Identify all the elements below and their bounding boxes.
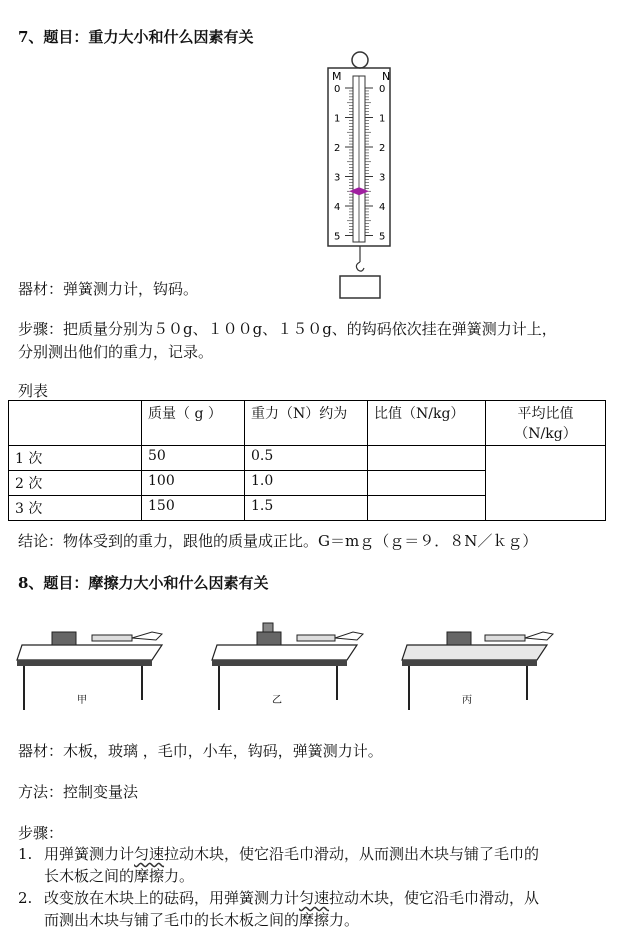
table-cell-average: [486, 446, 606, 521]
table-cell: 3 次: [9, 496, 142, 521]
figure-label-a: 甲: [77, 695, 87, 706]
step-text: 而测出木块与铺了毛巾的长木板之间的摩擦力。: [44, 911, 360, 929]
table-caption: 列表: [18, 382, 49, 400]
hook-icon: [356, 262, 364, 271]
step-emphasis: 匀速: [299, 889, 330, 907]
table-header-cell: 重力（N）约为: [245, 401, 368, 446]
table-header-cell: 平均比值（N/kg）: [486, 401, 606, 446]
data-table: [8, 400, 606, 521]
table-cell: [368, 496, 486, 521]
step-number: 1.: [18, 845, 33, 863]
step-text: 用弹簧测力计: [44, 845, 135, 863]
scale-tick-label-right: 0: [379, 84, 386, 95]
figure-a: [17, 632, 162, 710]
table-cell: 1 次: [9, 446, 142, 471]
list-item: [14, 843, 614, 887]
step-text: 长木板之间的摩擦力。: [44, 867, 195, 885]
table-cell: 50: [142, 446, 245, 471]
spring-scale-diagram: [320, 48, 400, 303]
figure-b: [212, 623, 363, 710]
scale-tick-label-left: 1: [334, 113, 341, 125]
table-cell: [368, 471, 486, 496]
table-cell: 100: [142, 471, 245, 496]
table-cell: [368, 446, 486, 471]
figure-c: [402, 632, 553, 710]
section7-steps-line2: 分别测出他们的重力，记录。: [18, 343, 214, 361]
scale-label-m: M: [332, 70, 342, 83]
figure-label-b: 乙: [272, 695, 282, 706]
scale-tick-label-right: 3: [379, 172, 386, 184]
step-text: 拉动木块，使它沿毛巾滑动，从: [329, 889, 540, 907]
step-text: 拉动木块，使它沿毛巾滑动，从而测出木块与铺了毛巾的: [164, 845, 540, 863]
scale-tick-label-left: 2: [334, 143, 341, 154]
table-cell: 2 次: [9, 471, 142, 496]
step-text: 改变放在木块上的砝码，用弹簧测力计: [44, 889, 300, 907]
scale-tick-label-right: 2: [379, 143, 386, 154]
section8-equipment: 器材：木板，玻璃 ，毛巾，小车，钩码，弹簧测力计。: [18, 742, 383, 760]
section7-heading: 7、题目：重力大小和什么因素有关: [18, 28, 254, 46]
step-emphasis: 匀速: [134, 845, 165, 863]
weight-block: [340, 276, 380, 298]
section7-equipment: 器材：弹簧测力计，钩码。: [18, 280, 199, 298]
scale-label-n: N: [382, 70, 391, 83]
section8-heading: 8、题目：摩擦力大小和什么因素有关: [18, 574, 269, 592]
scale-tick-label-left: 0: [334, 84, 341, 95]
figure-label-c: 丙: [462, 695, 472, 706]
scale-ring-icon: [352, 52, 368, 68]
table-row: [9, 446, 606, 471]
table-header-cell: 质量（ g ）: [142, 401, 245, 446]
scale-tick-label-right: 1: [379, 113, 386, 125]
section8-method: 方法：控制变量法: [18, 783, 139, 801]
scale-tick-label-left: 3: [334, 172, 341, 184]
table-cell: 150: [142, 496, 245, 521]
step-number: 2.: [18, 889, 33, 907]
table-header-cell: 比值（N/kg）: [368, 401, 486, 446]
table-header-row: [9, 401, 606, 446]
scale-tick-label-right: 4: [379, 202, 386, 213]
table-cell: 1.0: [245, 471, 368, 496]
scale-tick-label-left: 5: [334, 231, 341, 243]
section7-steps-line1: 步骤：把质量分别为５０g、１００g、１５０g、的钩码依次挂在弹簧测力计上，: [18, 320, 557, 338]
section8-steps-title: 步骤：: [18, 824, 64, 842]
section8-steps-list: [14, 843, 614, 931]
scale-tick-label-left: 4: [334, 202, 341, 213]
table-header-cell: [9, 401, 142, 446]
friction-experiment-figures: [12, 610, 582, 720]
list-item: [14, 887, 614, 931]
table-cell: 1.5: [245, 496, 368, 521]
section7-conclusion: 结论：物体受到的重力，跟他的质量成正比。G＝mｇ（ｇ＝９．８N／ｋｇ）: [18, 532, 538, 550]
scale-tick-label-right: 5: [379, 231, 386, 243]
table-cell: 0.5: [245, 446, 368, 471]
